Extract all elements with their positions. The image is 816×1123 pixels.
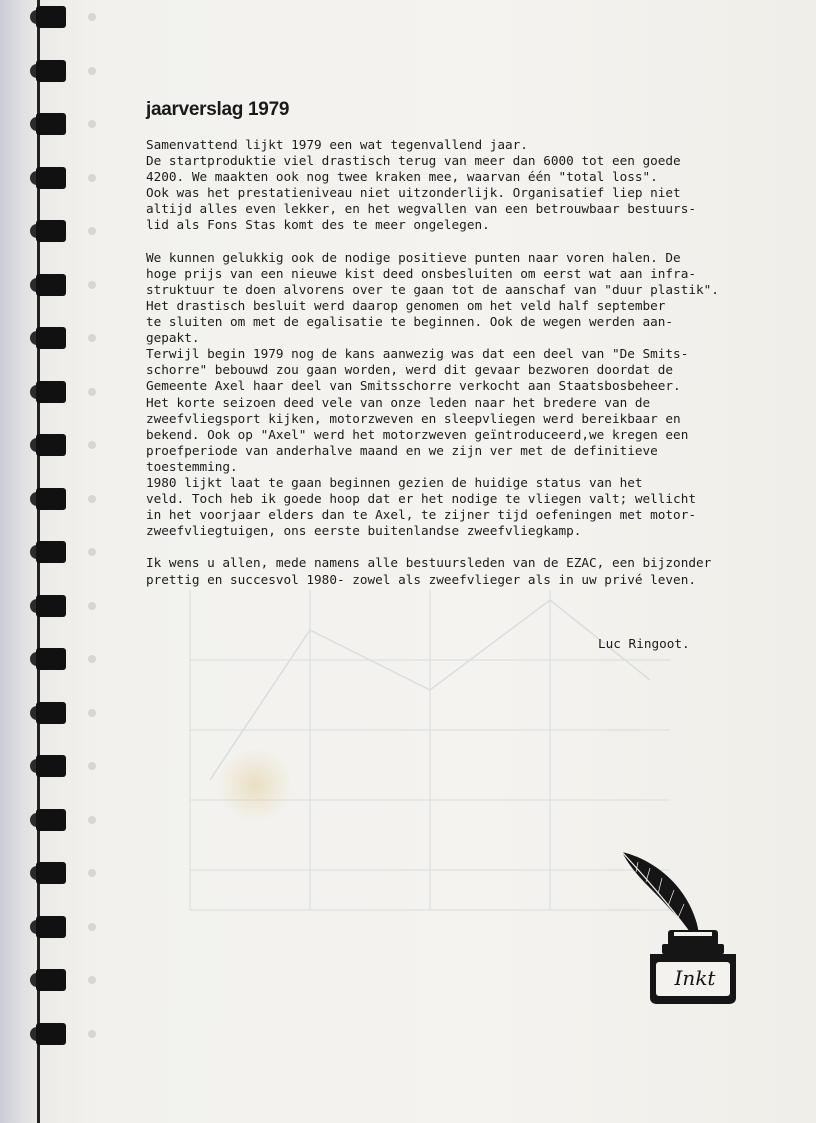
binding-ring [30,381,66,403]
binding-ring [30,60,66,82]
text-line: De startproduktie viel drastisch terug van meer dan 6000 tot een goede [146,153,681,169]
paper-stain [215,750,295,820]
binding-ring [30,434,66,456]
binding-ring [30,916,66,938]
text-line: gepakt. [146,330,200,346]
binding-ring [30,488,66,510]
binding-ring [30,862,66,884]
binding-ring [30,327,66,349]
text-line: schorre" bebouwd zou gaan worden, werd dit gevaar bezworen doordat de [146,362,674,378]
text-line: altijd alles even lekker, en het wegvallen van een betrouwbaar bestuurs- [146,201,696,217]
text-line: Ook was het prestatieniveau niet uitzonderlijk. Organisatief liep niet [146,185,681,201]
text-line: toestemming. [146,458,238,474]
binding-ring [30,595,66,617]
spiral-binding [0,0,90,1123]
text-line: Samenvattend lijkt 1979 een wat tegenvallend jaar. [146,137,528,152]
text-line: zweefvliegsport kijken, motorzweven en sleepvliegen werd bereikbaar en [146,410,681,426]
text-line: te sluiten om met de egalisatie te beginnen. Ook de wegen werden aan- [146,314,674,330]
binding-ring [30,969,66,991]
text-line: bekend. Ook op "Axel" werd het motorzweven geïntroduceerd,we kregen een [146,426,689,442]
binding-ring [30,648,66,670]
text-line: in het voorjaar elders dan te Axel, te zijner tijd oefeningen met motor- [146,507,696,523]
text-line: Het korte seizoen deed vele van onze leden naar het bredere van de [146,394,651,410]
text-line: Gemeente Axel haar deel van Smitsschorre verkocht aan Staatsbosbeheer. [146,378,681,394]
text-line: zweefvliegtuigen, ons eerste buitenlandse zweefvliegkamp. [146,523,582,539]
binding-ring [30,755,66,777]
binding-ring [30,220,66,242]
binding-ring [30,809,66,831]
text-line: Het drastisch besluit werd daarop genomen om het veld half september [146,297,666,313]
inkwell-label: Inkt [674,966,716,990]
page-title: jaarverslag 1979 [146,99,290,120]
binding-ring [30,541,66,563]
report-body [146,137,766,588]
binding-ring [30,1023,66,1045]
text-line: 1980 lijkt laat te gaan beginnen gezien de huidige status van het [146,474,643,490]
binding-ring [30,167,66,189]
binding-ring [30,702,66,724]
paragraph-gap [146,234,766,250]
text-line: prettig en succesvol 1980- zowel als zweefvlieger als in uw privé leven. [146,571,696,587]
text-line: proefperiode van anderhalve maand en we zijn ver met de definitieve [146,442,658,458]
text-line: struktuur te doen alvorens over te gaan tot de aanschaf van "duur plastik". [146,281,719,297]
text-line: We kunnen gelukkig ook de nodige positieve punten naar voren halen. De [146,249,681,265]
text-line: lid als Fons Stas komt des te meer ongelegen. [146,217,490,233]
text-line: Ik wens u allen, mede namens alle bestuursleden van de EZAC, een bijzonder [146,555,712,571]
binding-ring [30,113,66,135]
binding-ring [30,274,66,296]
text-line: hoge prijs van een nieuwe kist deed onsbesluiten om eerst wat aan infra- [146,265,696,281]
text-line: Terwijl begin 1979 nog de kans aanwezig was dat een deel van "De Smits- [146,346,689,362]
text-line: 4200. We maakten ook nog twee kraken mee, waarvan één "total loss". [146,169,658,185]
binding-ring [30,6,66,28]
text-line: veld. Toch heb ik goede hoop dat er het nodige te vliegen valt; wellicht [146,491,696,507]
signature: Luc Ringoot. [598,636,690,651]
paragraph-gap [146,539,766,555]
